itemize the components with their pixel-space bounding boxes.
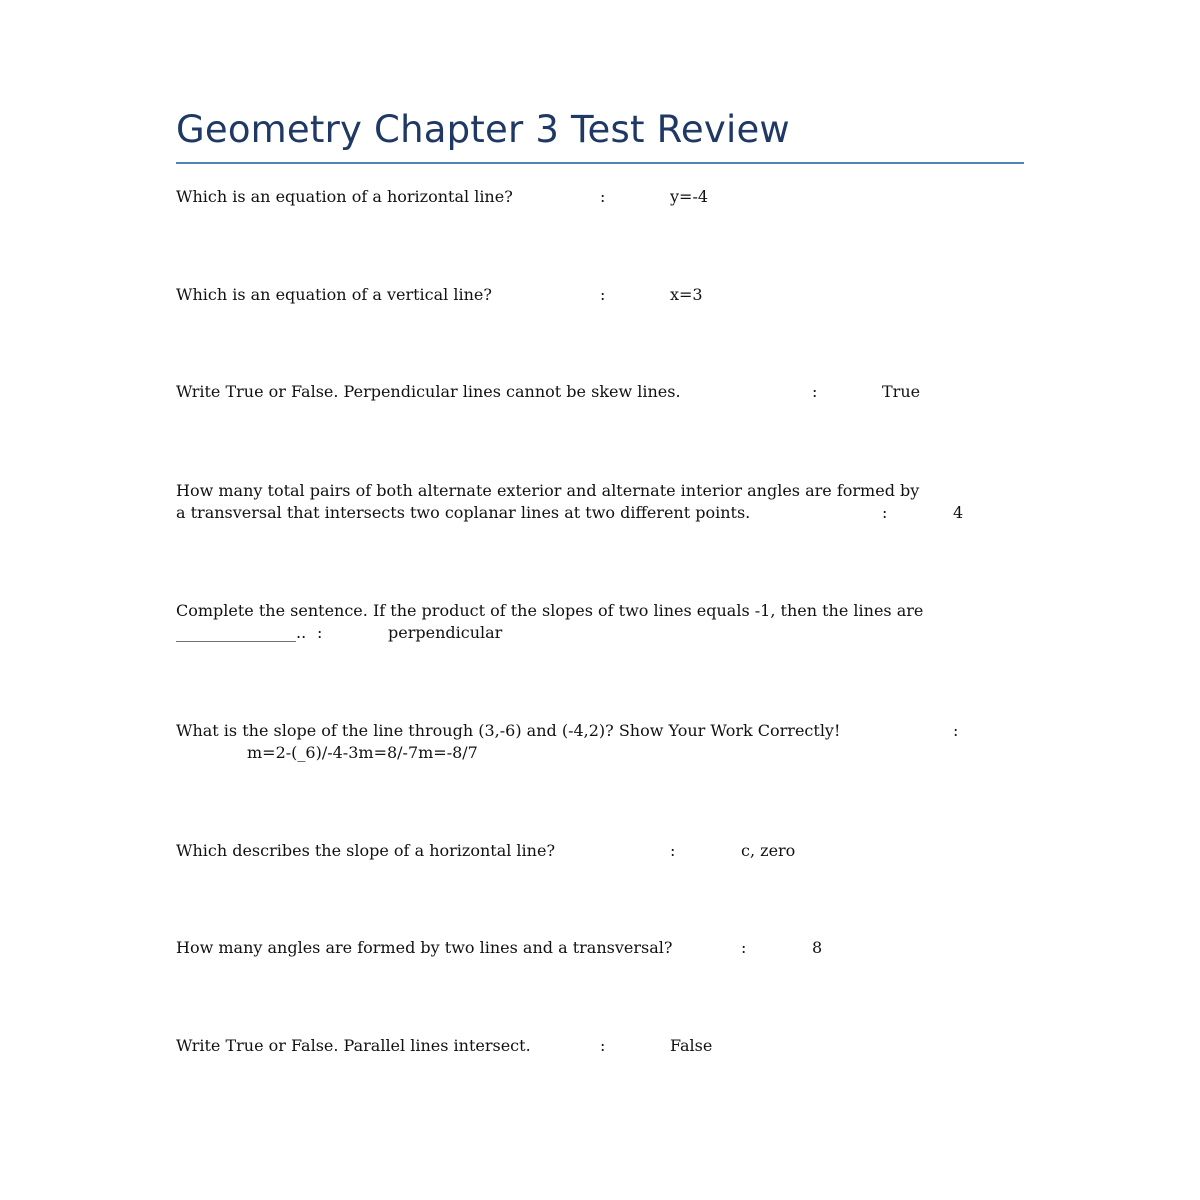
page-title: Geometry Chapter 3 Test Review	[176, 108, 790, 151]
question-1	[176, 186, 1024, 208]
answer-separator: :	[812, 382, 818, 401]
question-5	[176, 600, 1024, 644]
answer-separator: :	[741, 938, 747, 957]
answer-separator: :	[670, 841, 676, 860]
answer-separator: :	[317, 623, 323, 642]
answer: x=3	[670, 285, 703, 304]
answer: 8	[812, 938, 823, 957]
answer-separator: :	[600, 285, 606, 304]
answer: perpendicular	[388, 623, 503, 642]
question-9	[176, 1035, 1024, 1057]
question-3	[176, 381, 1024, 403]
question-text: Which is an equation of a vertical line?	[176, 285, 492, 304]
question-text-line-1: How many total pairs of both alternate exterior and alternate interior angles are formed by	[176, 481, 920, 500]
question-8	[176, 937, 1024, 959]
question-text: What is the slope of the line through (3,-6) and (-4,2)? Show Your Work Correctly!	[176, 721, 841, 740]
answer: False	[670, 1036, 713, 1055]
question-6	[176, 720, 1024, 764]
question-text-line-2: _______________..	[176, 623, 307, 642]
answer: c, zero	[741, 841, 796, 860]
answer: y=-4	[670, 187, 709, 206]
answer: True	[882, 382, 921, 401]
answer-separator: :	[600, 1036, 606, 1055]
answer-separator: :	[953, 721, 959, 740]
question-text: Which describes the slope of a horizontal line?	[176, 841, 556, 860]
question-text-line-2: a transversal that intersects two coplanar lines at two different points.	[176, 503, 751, 522]
question-2	[176, 284, 1024, 306]
question-text: Which is an equation of a horizontal line?	[176, 187, 513, 206]
question-text-line-1: Complete the sentence. If the product of the slopes of two lines equals -1, then the lines are	[176, 601, 924, 620]
question-text: How many angles are formed by two lines and a transversal?	[176, 938, 673, 957]
title-underline	[176, 162, 1024, 164]
answer: m=2-(_6)/-4-3m=8/-7m=-8/7	[247, 743, 478, 762]
answer: 4	[953, 503, 964, 522]
question-7	[176, 840, 1024, 862]
answer-separator: :	[600, 187, 606, 206]
question-text: Write True or False. Parallel lines intersect.	[176, 1036, 531, 1055]
question-text: Write True or False. Perpendicular lines cannot be skew lines.	[176, 382, 681, 401]
answer-separator: :	[882, 503, 888, 522]
question-4	[176, 480, 1024, 524]
